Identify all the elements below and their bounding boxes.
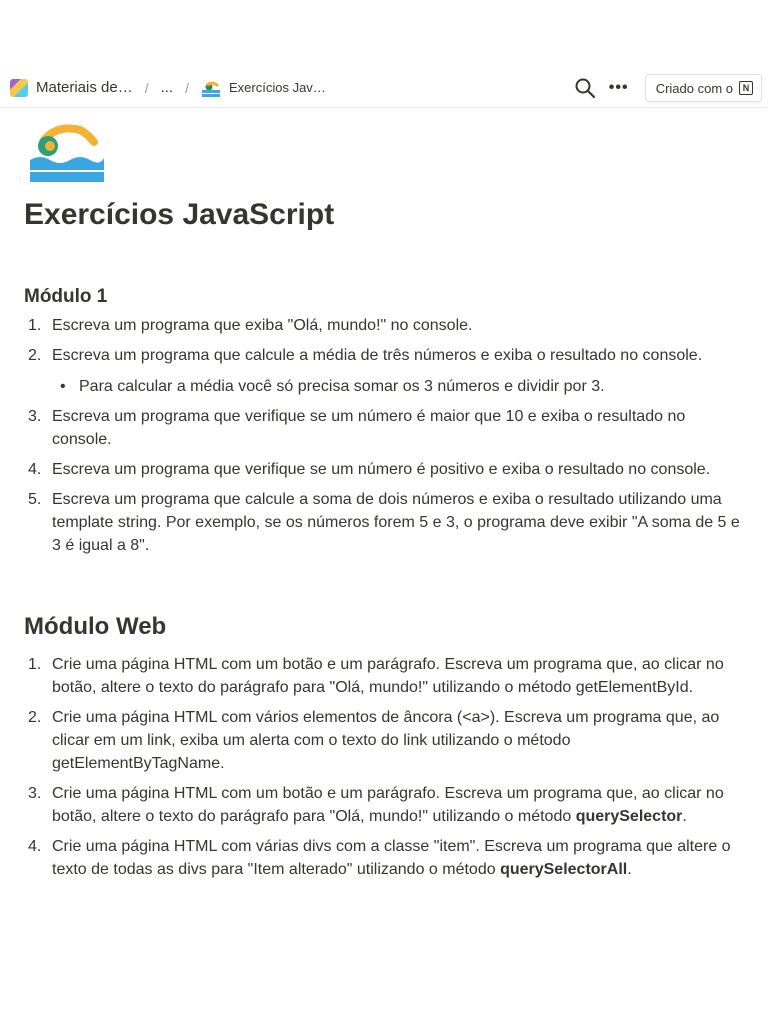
list-item [24, 782, 744, 828]
breadcrumb-workspace-label: Materiais de… [36, 79, 133, 96]
modulo-1-list [24, 314, 744, 557]
method-name: querySelector [575, 808, 683, 825]
breadcrumb-item-workspace[interactable] [10, 79, 133, 97]
list-item [24, 405, 744, 451]
list-item [24, 653, 744, 699]
list-item [24, 488, 744, 557]
list-item-text: Crie uma página HTML com vários elementos de âncora (<a>). Escreva um programa que, ao clicar em um link, exiba um alerta com o texto do link utilizando o método getElementByTagName. [52, 709, 720, 772]
list-number: 2. [28, 347, 42, 364]
list-number: 4. [28, 838, 42, 855]
breadcrumb-separator: / [185, 79, 189, 96]
breadcrumb [10, 79, 326, 97]
list-item [24, 706, 744, 775]
breadcrumb-separator: / [144, 79, 149, 96]
list-number: 3. [28, 785, 42, 802]
list-item [24, 314, 744, 337]
list-item-text: Escreva um programa que verifique se um número é positivo e exiba o resultado no console. [52, 461, 711, 478]
list-number: 3. [28, 408, 42, 425]
list-item-text: Escreva um programa que verifique se um número é maior que 10 e exiba o resultado no console. [52, 408, 686, 448]
search-icon [574, 77, 596, 99]
list-item-tail: . [682, 808, 687, 825]
notion-logo-icon: N [739, 81, 753, 95]
list-number: 4. [28, 461, 42, 478]
section-heading-modulo-web: Módulo Web [24, 613, 167, 640]
workspace-icon [10, 79, 28, 97]
list-item [24, 835, 744, 881]
breadcrumb-item-ellipsis[interactable]: ... [160, 79, 174, 96]
swimmer-icon [28, 120, 104, 184]
made-with-notion-button[interactable] [645, 74, 762, 102]
list-number: 2. [28, 709, 42, 726]
list-item-text: Crie uma página HTML com um botão e um parágrafo. Escreva um programa que, ao clicar no botão, altere o texto do parágrafo para "Olá, mundo!" utilizando o método [52, 785, 724, 825]
sub-list [52, 375, 744, 398]
breadcrumb-item-page[interactable] [201, 79, 326, 97]
section-heading-modulo-1: Módulo 1 [24, 286, 108, 307]
search-button[interactable] [571, 74, 599, 102]
list-item-text: Escreva um programa que exiba "Olá, mundo!" no console. [52, 317, 473, 334]
list-item-text: Crie uma página HTML com várias divs com a classe "item". Escreva um programa que altere o texto de todas as divs para "Item alterado" utilizando o método [52, 838, 731, 878]
list-item-tail: . [627, 861, 632, 878]
swimmer-icon [201, 79, 221, 97]
more-icon: ••• [608, 79, 629, 96]
list-item-text: Escreva um programa que calcule a média de três números e exiba o resultado no console. [52, 347, 703, 364]
breadcrumb-page-label: Exercícios Jav… [229, 80, 326, 95]
top-bar [0, 68, 768, 108]
toolbar [571, 68, 762, 108]
made-with-label: Criado com o [655, 80, 733, 96]
list-item [24, 458, 744, 481]
list-number: 1. [28, 656, 42, 673]
page-title: Exercícios JavaScript [24, 198, 335, 231]
list-item [24, 344, 744, 398]
sub-list-item: • Para calcular a média você só precisa somar os 3 números e dividir por 3. [52, 375, 744, 398]
list-item-text: Escreva um programa que calcule a soma de dois números e exiba o resultado utilizando uma template string. Por exemplo, se os números forem 5 e 3, o programa deve exibir "A soma de 5 e 3 é igual a 8". [52, 491, 740, 554]
more-button[interactable] [605, 74, 633, 102]
list-number: 5. [28, 491, 42, 508]
modulo-web-list [24, 653, 744, 881]
method-name: querySelectorAll [500, 861, 628, 878]
list-number: 1. [28, 317, 42, 334]
list-item-text: Crie uma página HTML com um botão e um parágrafo. Escreva um programa que, ao clicar no botão, altere o texto do parágrafo para "Olá, mundo!" utilizando o método getElementById. [52, 656, 724, 696]
page-content [24, 120, 744, 888]
